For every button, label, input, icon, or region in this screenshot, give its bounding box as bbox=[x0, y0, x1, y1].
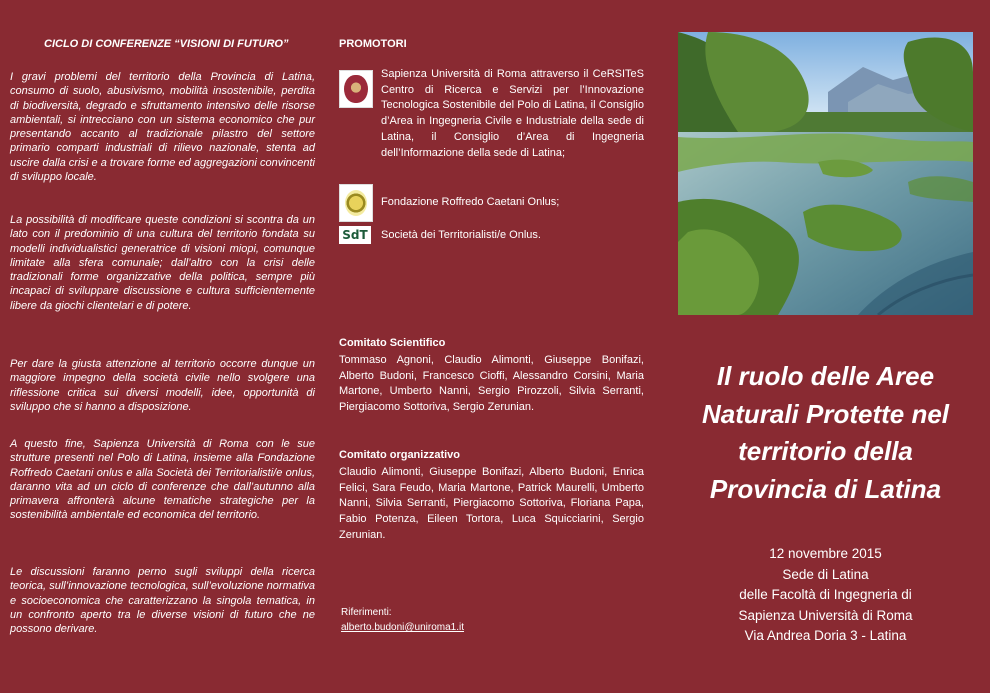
intro-paragraph-1: I gravi problemi del territorio della Provincia di Latina, consumo di suolo, abusivismo, mobilità insostenibile, perdita di biodiversità, degrado e sfruttamento intensivo delle risorse ambientali, si intrecciano con un sistema economico che pur presentando accanto al tradizionale pilastro del settore primario comparti industriali di rilievo nazionale, stenta ad uscire dalla crisi e a trovare forme ed aggregazioni convincenti di sviluppo locale. bbox=[10, 71, 315, 184]
event-title-block bbox=[678, 358, 973, 508]
event-faculty: delle Facoltà di Ingegneria di bbox=[739, 587, 912, 602]
organizing-committee-title: Comitato organizzativo bbox=[339, 449, 461, 461]
promoter-caetani: Fondazione Roffredo Caetani Onlus; bbox=[381, 196, 560, 208]
promoter-sapienza: Sapienza Università di Roma attraverso il CeRSITeS Centro di Ricerca e Servizi per l’Innovazione Tecnologica Sostenibile del Polo di Latina, il Consiglio d’Area in Ingegneria Civile e Industriale della sede di Latina, il Consiglio d’Area di Ingegneria dell’Informazione della sede di Latina; bbox=[381, 68, 644, 159]
event-title-line-2: Naturali Protette nel bbox=[701, 398, 950, 429]
intro-paragraph-3: Per dare la giusta attenzione al territorio occorre dunque un maggiore impegno della società civile nello svolgere una riflessione critica sui diversi modelli, idee, opportunità di sviluppo che si hanno a disposizione. bbox=[10, 358, 315, 413]
conference-series-heading: CICLO DI CONFERENZE “VISIONI DI FUTURO” bbox=[44, 38, 289, 50]
promoter-sdt: Società dei Territorialisti/e Onlus. bbox=[381, 229, 541, 241]
references-email-link[interactable]: alberto.budoni@uniroma1.it bbox=[341, 622, 465, 633]
sapienza-seal-icon bbox=[339, 70, 373, 108]
intro-paragraph-5: Le discussioni faranno perno sugli sviluppi della ricerca teorica, sull’innovazione tecnologica, sull’evoluzione normativa e socioeconomica che caratterizzano la singola tematica, in un confronto aperto tra le diverse visioni di futuro che ne possono derivare. bbox=[10, 566, 315, 636]
river-landscape-photo bbox=[678, 32, 973, 315]
event-address: Via Andrea Doria 3 - Latina bbox=[744, 628, 907, 643]
organizing-committee-members: Claudio Alimonti, Giuseppe Bonifazi, Alberto Budoni, Enrica Felici, Sara Feudo, Maria Martone, Patrick Maurelli, Umberto Nanni, Silvia Serranti, Piergiacomo Sottoriva, Floriana Papa, Fabio Potenza, Eileen Tortora, Luca Squicciarini, Sergio Zerunian. bbox=[339, 466, 644, 541]
intro-paragraph-2: La possibilità di modificare queste condizioni si scontra da un lato con il predominio di una cultura del territorio fondata su modelli individualistici generatrice di visioni miopi, comunque limitate alla sfera comunale; dall’altro con la crisi delle tradizionali forme organizzative della politica, sempre più incapaci di sviluppare discussione e cultura sufficientemente libere da giochi clientelari e di potere. bbox=[10, 214, 315, 312]
intro-paragraph-4: A questo fine, Sapienza Università di Roma con le sue strutture presenti nel Polo di Latina, insieme alla Fondazione Roffredo Caetani onlus e alla Società dei Territorialisti/e onlus, daranno vita ad un ciclo di conferenze che dall’autunno alla primavera affronterà alcune tematiche strategiche per la sostenibilità ambientale ed economica del territorio. bbox=[10, 438, 315, 522]
references-label: Riferimenti: bbox=[341, 607, 392, 618]
caetani-seal-icon bbox=[339, 184, 373, 222]
event-venue: Sede di Latina bbox=[782, 566, 869, 582]
promoters-title: PROMOTORI bbox=[339, 38, 407, 50]
sdt-logo-icon: SdT bbox=[339, 226, 371, 244]
event-title-line-4: Provincia di Latina bbox=[709, 473, 942, 504]
event-info-block bbox=[678, 544, 973, 647]
scientific-committee-title: Comitato Scientifico bbox=[339, 337, 446, 349]
event-date: 12 novembre 2015 bbox=[769, 546, 882, 561]
event-title-line-1: Il ruolo delle Aree bbox=[716, 361, 935, 391]
scientific-committee-members: Tommaso Agnoni, Claudio Alimonti, Giuseppe Bonifazi, Alberto Budoni, Francesco Cioffi, Alessandro Corsini, Maria Martone, Umberto Nanni, Sergio Pirozzoli, Silvia Serranti, Piergiacomo Sottoriva, Sergio Zerunian. bbox=[339, 354, 644, 414]
event-title-line-3: territorio della bbox=[738, 436, 913, 466]
event-university: Sapienza Università di Roma bbox=[738, 607, 913, 623]
